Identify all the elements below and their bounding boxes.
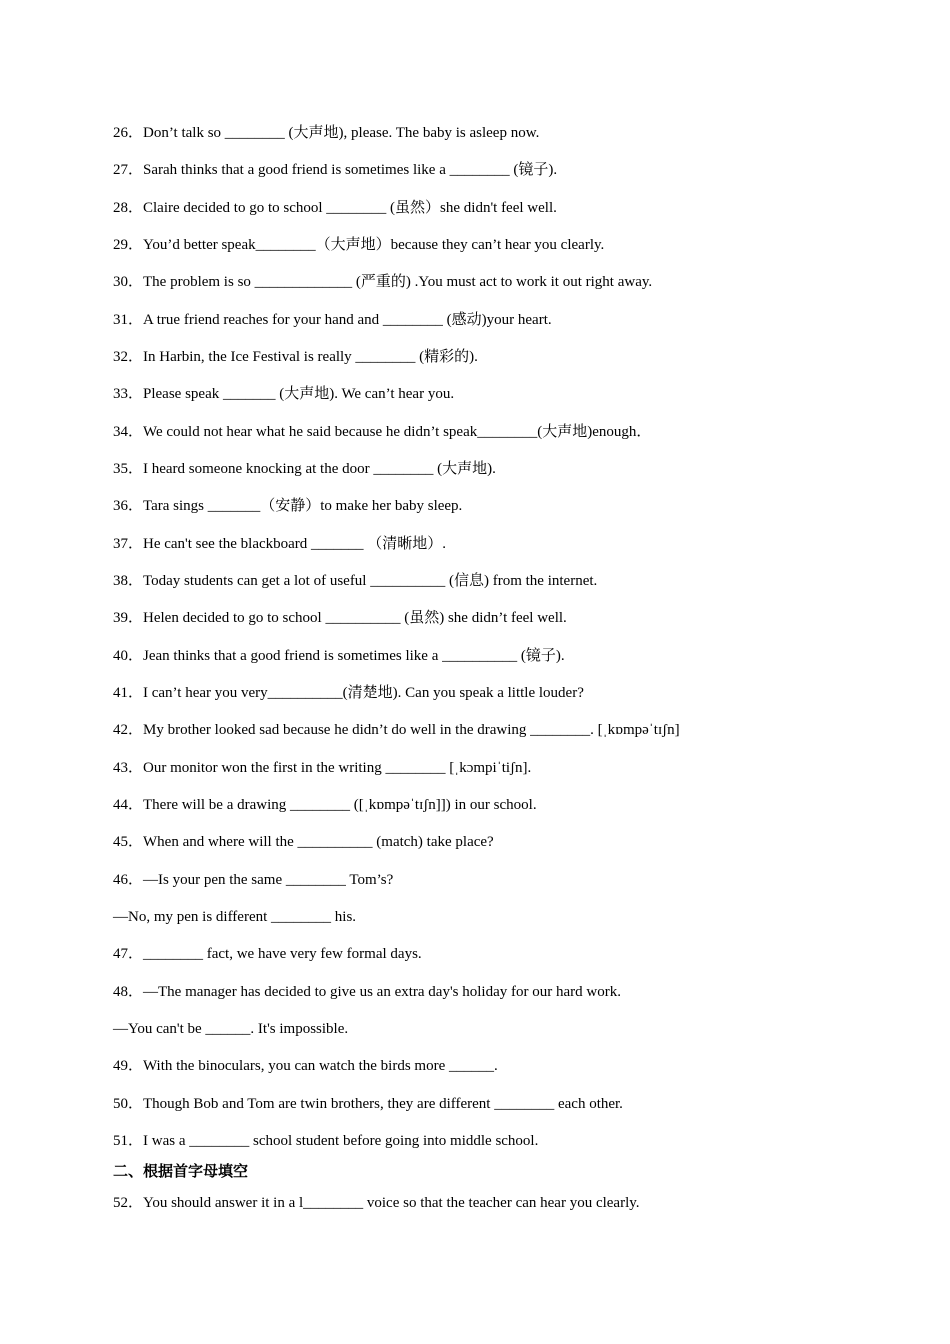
question-36: 36．Tara sings _______（安静）to make her baby sleep. [113, 498, 463, 514]
question-52: 52．You should answer it in a l________ voice so that the teacher can hear you clearly. [113, 1195, 640, 1211]
question-29: 29．You’d better speak________（大声地）because they can’t hear you clearly. [113, 237, 605, 253]
question-49: 49．With the binoculars, you can watch the birds more ______. [113, 1058, 498, 1074]
question-45: 45．When and where will the __________ (match) take place? [113, 834, 494, 850]
question-46-reply: —No, my pen is different ________ his. [113, 909, 357, 925]
question-28: 28．Claire decided to go to school ________ (虽然）she didn't feel well. [113, 200, 557, 216]
question-34: 34．We could not hear what he said because he didn’t speak________(大声地)enough． [113, 424, 652, 440]
question-39: 39．Helen decided to go to school __________ (虽然) she didn’t feel well. [113, 610, 567, 626]
question-48: 48．—The manager has decided to give us an extra day's holiday for our hard work. [113, 984, 621, 1000]
question-44: 44．There will be a drawing ________ ([ˌkɒmpəˈtɪʃn]]) in our school. [113, 797, 537, 813]
question-37: 37．He can't see the blackboard _______ （清晰地）. [113, 536, 447, 552]
question-30: 30．The problem is so _____________ (严重的) .You must act to work it out right away. [113, 274, 653, 290]
question-35: 35．I heard someone knocking at the door ________ (大声地). [113, 461, 496, 477]
question-26: 26．Don’t talk so ________ (大声地), please. The baby is asleep now. [113, 125, 540, 141]
question-33: 33．Please speak _______ (大声地). We can’t hear you. [113, 386, 455, 402]
question-43: 43．Our monitor won the first in the writing ________ [ˌkɔmpiˈtiʃn]. [113, 760, 532, 776]
question-46: 46．—Is your pen the same ________ Tom’s? [113, 872, 394, 888]
question-48-reply: —You can't be ______. It's impossible. [113, 1021, 349, 1037]
question-32: 32．In Harbin, the Ice Festival is really ________ (精彩的). [113, 349, 478, 365]
section-heading: 二、根据首字母填空 [113, 1162, 249, 1180]
question-47: 47．________ fact, we have very few formal days. [113, 946, 422, 962]
question-40: 40．Jean thinks that a good friend is sometimes like a __________ (镜子). [113, 648, 565, 664]
question-38: 38．Today students can get a lot of useful __________ (信息) from the internet. [113, 573, 598, 589]
question-51: 51．I was a ________ school student before going into middle school. [113, 1133, 539, 1149]
question-42: 42．My brother looked sad because he didn’t do well in the drawing ________. [ˌkɒmpəˈtɪʃn] [113, 722, 680, 738]
question-27: 27．Sarah thinks that a good friend is sometimes like a ________ (镜子). [113, 162, 558, 178]
question-50: 50．Though Bob and Tom are twin brothers, they are different ________ each other. [113, 1096, 623, 1112]
question-41: 41．I can’t hear you very__________(清楚地). Can you speak a little louder? [113, 685, 584, 701]
question-31: 31．A true friend reaches for your hand and ________ (感动)your heart. [113, 312, 552, 328]
